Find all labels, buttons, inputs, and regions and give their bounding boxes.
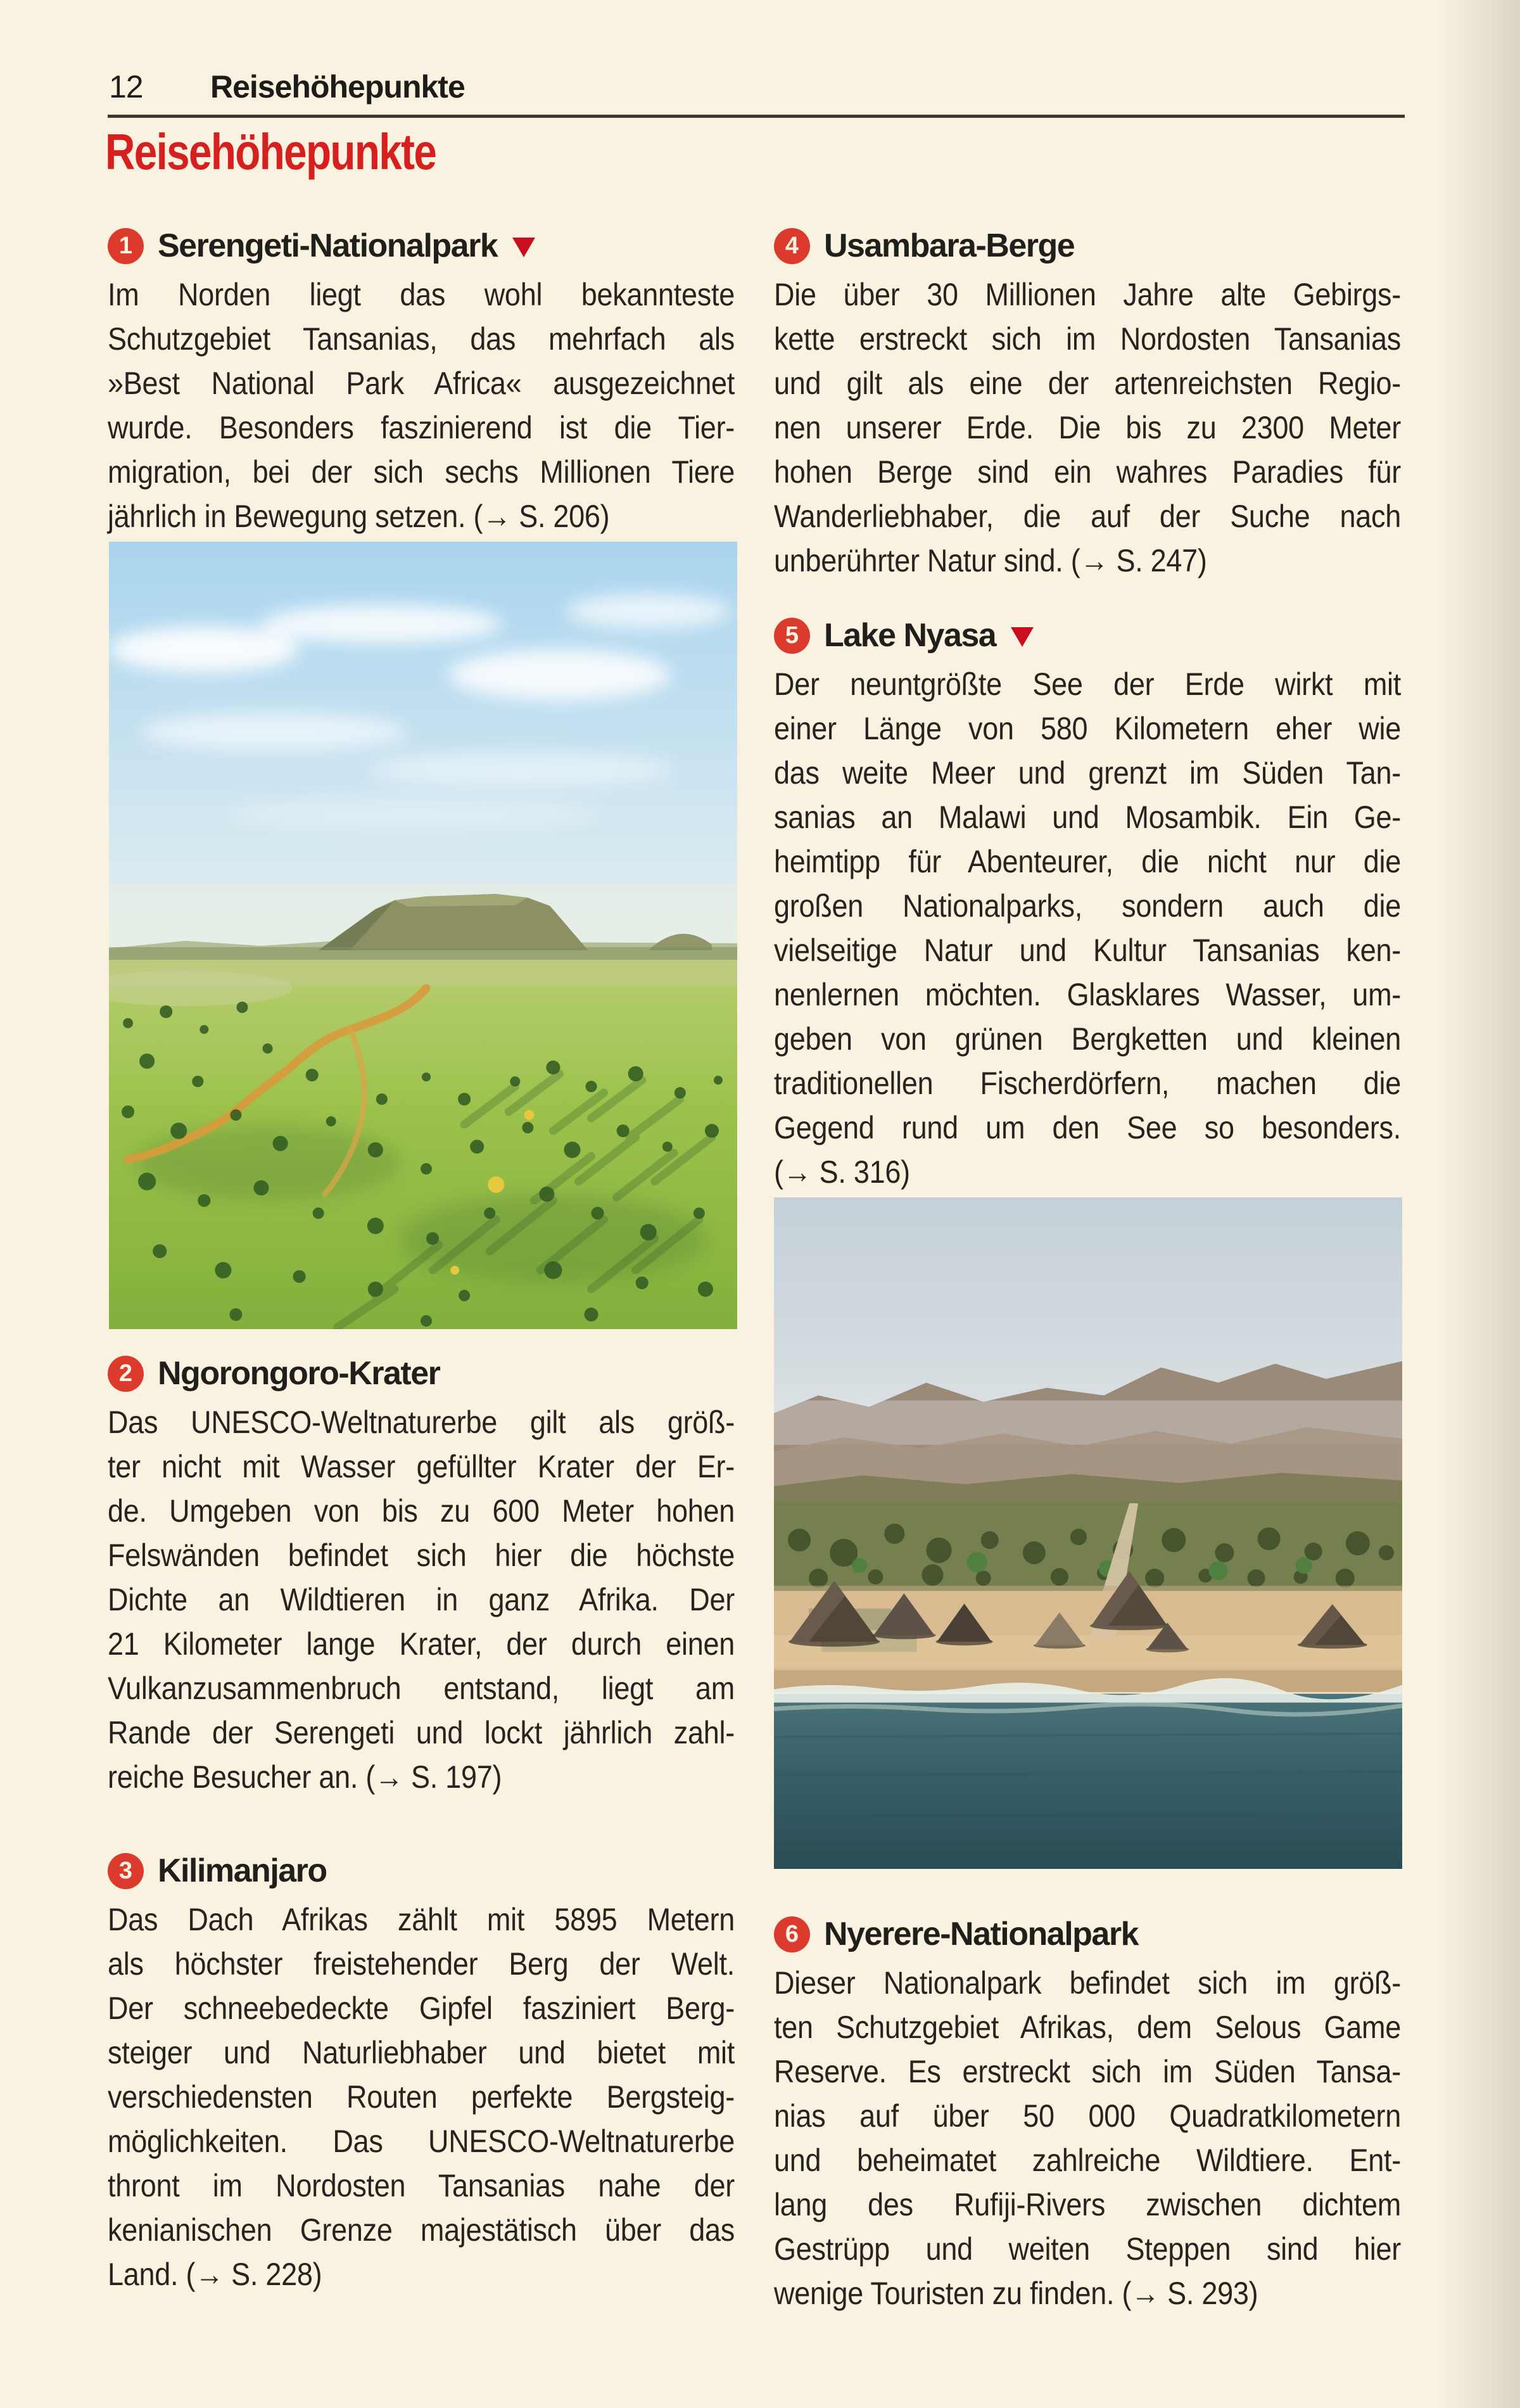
body-line: ter nicht mit Wasser gefüllter Krater der Er- — [108, 1449, 735, 1484]
body-line: ten Schutzgebiet Afrikas, dem Selous Game — [774, 2010, 1401, 2045]
section-title: Serengeti-Nationalpark — [158, 227, 498, 264]
section-number-badge: 2 — [108, 1356, 144, 1392]
body-line: (→ S. 316) — [774, 1154, 910, 1190]
section-number-badge: 4 — [774, 228, 810, 264]
section-title: Kilimanjaro — [158, 1852, 327, 1889]
body-line: hohen Berge sind ein wahres Paradies für — [774, 454, 1401, 490]
body-line: Land. (→ S. 228) — [108, 2257, 322, 2292]
body-line: großen Nationalparks, sondern auch die — [774, 888, 1401, 924]
section-number-badge: 1 — [108, 228, 144, 264]
body-line: als höchster freistehender Berg der Welt. — [108, 1946, 735, 1982]
lake-nyasa-photo-art — [774, 1197, 1402, 1869]
section-heading-kilimanjaro — [108, 1852, 327, 1890]
body-line: geben von grünen Bergketten und kleinen — [774, 1021, 1401, 1057]
body-line: thront im Nordosten Tansanias nahe der — [108, 2168, 735, 2203]
section-body-nyerere-nationalpark — [774, 1961, 1401, 2316]
body-line: Felswänden befindet sich hier die höchste — [108, 1538, 735, 1573]
section-body-ngorongoro-krater — [108, 1400, 735, 1799]
header-rule — [108, 115, 1405, 118]
section-body-usambara-berge — [774, 272, 1401, 583]
body-line: migration, bei der sich sechs Millionen Tiere — [108, 454, 735, 490]
running-header: Reisehöhepunkte — [210, 69, 465, 105]
body-line: jährlich in Bewegung setzen. (→ S. 206) — [108, 499, 610, 534]
body-line: Vulkanzusammenbruch entstand, liegt am — [108, 1671, 735, 1706]
body-line: verschiedensten Routen perfekte Bergsteig- — [108, 2079, 735, 2115]
section-body-serengeti-nationalpark — [108, 272, 735, 538]
section-heading-serengeti-nationalpark — [108, 227, 535, 265]
body-line: 21 Kilometer lange Krater, der durch einen — [108, 1626, 735, 1662]
body-line: sanias an Malawi und Mosambik. Ein Ge- — [774, 799, 1401, 835]
section-number-badge: 5 — [774, 618, 810, 654]
body-line: Im Norden liegt das wohl bekannteste — [108, 277, 735, 312]
body-line: nenlernen möchten. Glasklares Wasser, um- — [774, 977, 1401, 1012]
body-line: Der neuntgrößte See der Erde wirkt mit — [774, 666, 1401, 702]
body-line: de. Umgeben von bis zu 600 Meter hohen — [108, 1493, 735, 1529]
body-line: und gilt als eine der artenreichsten Regio- — [774, 366, 1401, 401]
section-heading-nyerere-nationalpark — [774, 1915, 1138, 1953]
section-heading-lake-nyasa — [774, 616, 1034, 654]
lake-nyasa-photo — [774, 1197, 1402, 1869]
body-line: Das Dach Afrikas zählt mit 5895 Metern — [108, 1902, 735, 1937]
body-line: Das UNESCO-Weltnaturerbe gilt als größ- — [108, 1405, 735, 1440]
page-title: Reisehöhepunkte — [105, 124, 436, 180]
section-title: Ngorongoro-Krater — [158, 1355, 440, 1392]
body-line: Rande der Serengeti und lockt jährlich zahl- — [108, 1715, 735, 1750]
serengeti-photo-art — [109, 542, 737, 1329]
body-line: Der schneebedeckte Gipfel fasziniert Berg- — [108, 1991, 735, 2026]
body-line: Reserve. Es erstreckt sich im Süden Tansa- — [774, 2054, 1401, 2089]
body-line: Die über 30 Millionen Jahre alte Gebirgs- — [774, 277, 1401, 312]
body-line: und beheimatet zahlreiche Wildtiere. Ent- — [774, 2143, 1401, 2178]
body-line: traditionellen Fischerdörfern, machen die — [774, 1066, 1401, 1101]
body-line: nen unserer Erde. Die bis zu 2300 Meter — [774, 410, 1401, 445]
body-line: nias auf über 50 000 Quadratkilometern — [774, 2098, 1401, 2134]
body-line: möglichkeiten. Das UNESCO-Weltnaturerbe — [108, 2124, 735, 2159]
page-edge-shadow — [1438, 0, 1520, 2408]
body-line: kette erstreckt sich im Nordosten Tansanias — [774, 321, 1401, 357]
body-line: Dichte an Wildtieren in ganz Afrika. Der — [108, 1582, 735, 1617]
body-line: kenianischen Grenze majestätisch über das — [108, 2212, 735, 2248]
body-line: unberührter Natur sind. (→ S. 247) — [774, 543, 1207, 578]
section-number-badge: 3 — [108, 1853, 144, 1889]
body-line: wenige Touristen zu finden. (→ S. 293) — [774, 2276, 1258, 2311]
section-title: Lake Nyasa — [824, 617, 996, 654]
section-title: Nyerere-Nationalpark — [824, 1916, 1138, 1953]
body-line: Gestrüpp und weiten Steppen sind hier — [774, 2231, 1401, 2267]
body-line: Dieser Nationalpark befindet sich im größ- — [774, 1965, 1401, 2001]
photo-marker-triangle-icon — [1011, 627, 1034, 647]
body-line: lang des Rufiji-Rivers zwischen dichtem — [774, 2187, 1401, 2222]
body-line: reiche Besucher an. (→ S. 197) — [108, 1759, 502, 1795]
section-heading-usambara-berge — [774, 227, 1074, 265]
section-body-kilimanjaro — [108, 1897, 735, 2297]
body-line: einer Länge von 580 Kilometern eher wie — [774, 711, 1401, 746]
section-heading-ngorongoro-krater — [108, 1354, 440, 1392]
serengeti-photo — [109, 542, 737, 1329]
body-line: steiger und Naturliebhaber und bietet mit — [108, 2035, 735, 2070]
body-line: Gegend rund um den See so besonders. — [774, 1110, 1401, 1145]
page-number: 12 — [109, 69, 143, 105]
body-line: das weite Meer und grenzt im Süden Tan- — [774, 755, 1401, 791]
body-line: Schutzgebiet Tansanias, das mehrfach als — [108, 321, 735, 357]
section-title: Usambara-Berge — [824, 227, 1075, 264]
body-line: Wanderliebhaber, die auf der Suche nach — [774, 499, 1401, 534]
section-body-lake-nyasa — [774, 662, 1401, 1194]
photo-marker-triangle-icon — [512, 238, 535, 257]
body-line: vielseitige Natur und Kultur Tansanias ken- — [774, 933, 1401, 968]
body-line: heimtipp für Abenteurer, die nicht nur die — [774, 844, 1401, 879]
body-line: wurde. Besonders faszinierend ist die Tier- — [108, 410, 735, 445]
section-number-badge: 6 — [774, 1916, 810, 1953]
body-line: »Best National Park Africa« ausgezeichnet — [108, 366, 735, 401]
